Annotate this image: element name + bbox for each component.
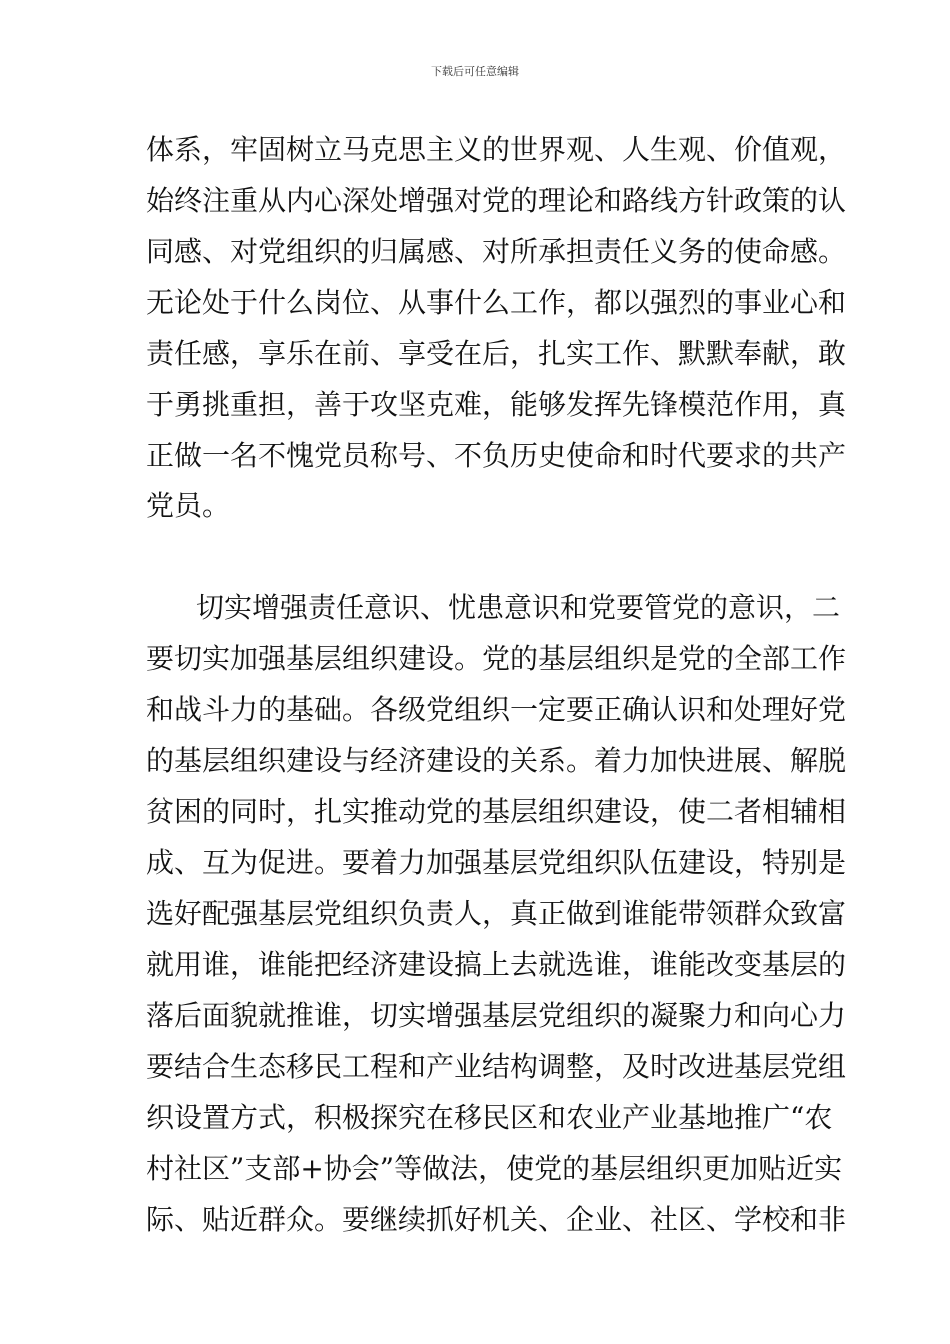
paragraph-line: 就用谁，谁能把经济建设搞上去就选谁，谁能改变基层的 <box>146 948 847 981</box>
paragraph-line: 正做一名不愧党员称号、不负历史使命和时代要求的共产 <box>146 439 847 472</box>
paragraph-line: 体系，牢固树立马克思主义的世界观、人生观、价值观， <box>146 133 847 166</box>
paragraph-line: 际、贴近群众。要继续抓好机关、企业、社区、学校和非 <box>146 1203 847 1236</box>
page-header: 下载后可任意编辑 <box>431 65 519 78</box>
paragraph-line: 贫困的同时，扎实推动党的基层组织建设，使二者相辅相 <box>146 795 847 828</box>
paragraph-line: 成、互为促进。要着力加强基层党组织队伍建设，特别是 <box>146 846 847 879</box>
paragraph-line: 织设置方式，积极探究在移民区和农业产业基地推广“农 <box>146 1101 833 1134</box>
paragraph-line: 落后面貌就推谁，切实增强基层党组织的凝聚力和向心力 <box>146 999 847 1032</box>
paragraph-line: 责任感，享乐在前、享受在后，扎实工作、默默奉献，敢 <box>146 337 847 370</box>
paragraph-line: 要切实加强基层组织建设。党的基层组织是党的全部工作 <box>146 642 847 675</box>
paragraph-line: 无论处于什么岗位、从事什么工作，都以强烈的事业心和 <box>146 286 847 319</box>
paragraph-line: 选好配强基层党组织负责人，真正做到谁能带领群众致富 <box>146 897 847 930</box>
paragraph-line: 要结合生态移民工程和产业结构调整，及时改进基层党组 <box>146 1050 847 1083</box>
paragraph-line: 同感、对党组织的归属感、对所承担责任义务的使命感。 <box>146 235 847 268</box>
paragraph-line: 党员。 <box>146 489 231 522</box>
paragraph-line: 村社区”支部+协会”等做法，使党的基层组织更加贴近实 <box>146 1152 843 1185</box>
paragraph-line: 于勇挑重担，善于攻坚克难，能够发挥先锋模范作用，真 <box>146 388 847 421</box>
paragraph-line: 切实增强责任意识、忧患意识和党要管党的意识，二 <box>196 591 841 624</box>
paragraph-line: 和战斗力的基础。各级党组织一定要正确认识和处理好党 <box>146 693 847 726</box>
paragraph-line: 的基层组织建设与经济建设的关系。着力加快进展、解脱 <box>146 744 847 777</box>
paragraph-line: 始终注重从内心深处增强对党的理论和路线方针政策的认 <box>146 184 847 217</box>
